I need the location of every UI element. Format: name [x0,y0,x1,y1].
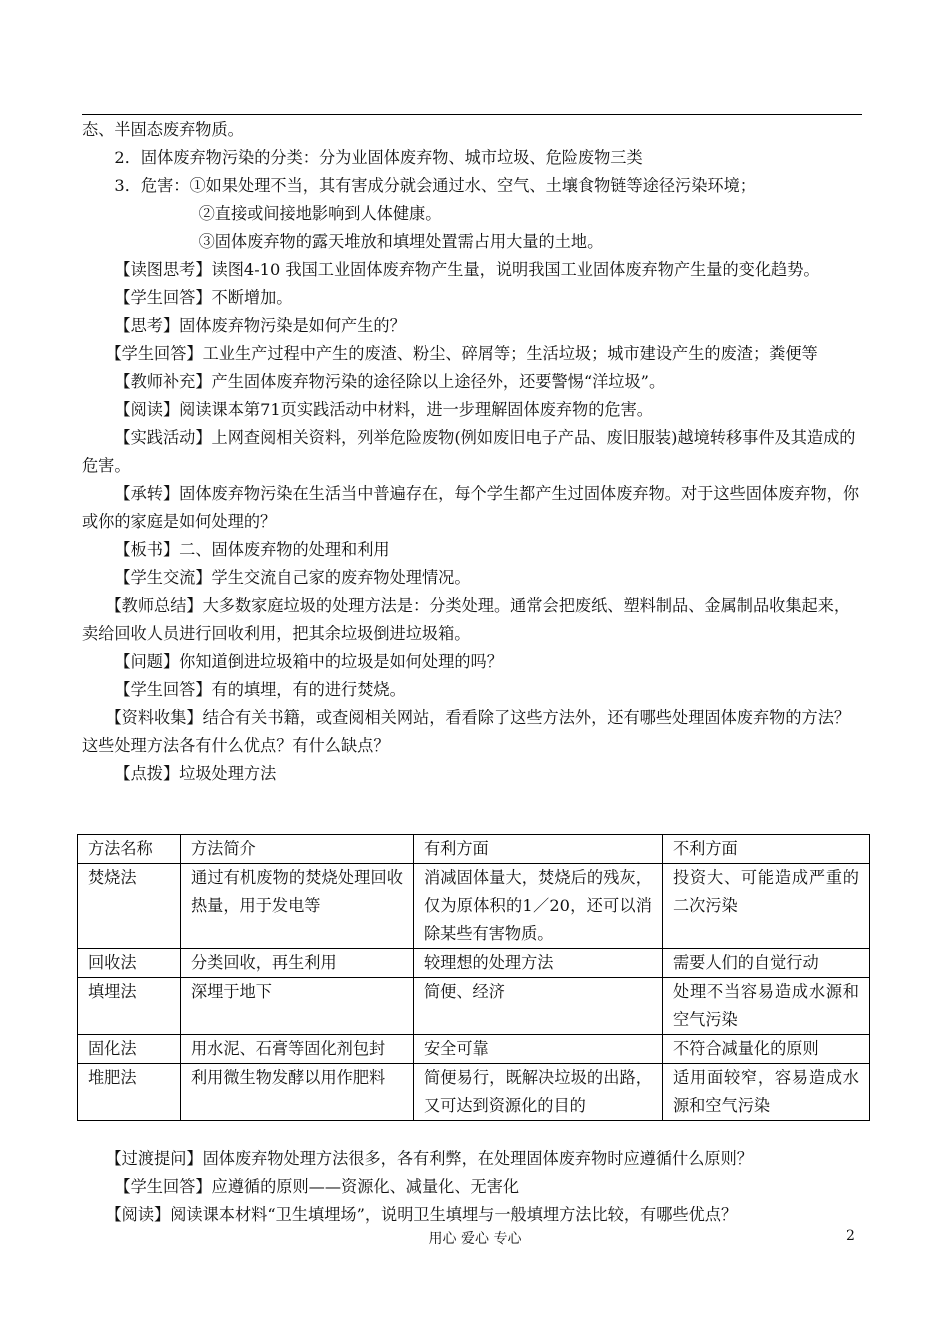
header-rule [82,114,862,115]
table-header-cell: 方法简介 [181,835,414,864]
paragraph: 【问题】你知道倒进垃圾箱中的垃圾是如何处理的吗？ [114,652,503,671]
table-cell: 适用面较窄，容易造成水源和空气污染 [663,1064,870,1121]
page-number: 2 [846,1228,855,1244]
table-cell: 投资大、可能造成严重的二次污染 [663,864,870,949]
paragraph: 【实践活动】上网查阅相关资料，列举危险废物(例如废旧电子产品、废旧服装)越境转移事件及其造成的危害。 [82,428,856,475]
footer-text: 用心 爱心 专心 [428,1231,522,1247]
table-row [78,1035,870,1064]
document-body [82,116,862,788]
paragraph: 【教师总结】大多数家庭垃圾的处理方法是：分类处理。通常会把废纸、塑料制品、金属制品收集起来，卖给回收人员进行回收利用，把其余垃圾倒进垃圾箱。 [82,596,851,643]
table-row [78,978,870,1035]
table-cell: 填埋法 [78,978,181,1035]
table-cell: 利用微生物发酵以用作肥料 [181,1064,414,1121]
table-cell: 回收法 [78,949,181,978]
paragraph: 【资料收集】结合有关书籍，或查阅相关网站，看看除了这些方法外，还有哪些处理固体废弃物的方法？这些处理方法各有什么优点？有什么缺点？ [82,708,851,755]
paragraph: 态、半固态废弃物质。 [82,120,244,139]
table-cell: 分类回收，再生利用 [181,949,414,978]
paragraph: 【学生回答】工业生产过程中产生的废渣、粉尘、碎屑等；生活垃圾；城市建设产生的废渣；粪便等 [105,344,818,363]
paragraph: 【学生回答】不断增加。 [114,288,293,307]
table-row [78,949,870,978]
paragraph: 【板书】二、固体废弃物的处理和利用 [114,540,390,559]
table-cell: 消减固体量大，焚烧后的残灰，仅为原体积的1／20，还可以消除某些有害物质。 [414,864,663,949]
paragraph: 【阅读】阅读课本材料“卫生填埋场”，说明卫生填埋与一般填埋方法比较，有哪些优点？ [105,1205,738,1224]
table-cell: 深埋于地下 [181,978,414,1035]
table-cell: 较理想的处理方法 [414,949,663,978]
paragraph: 【学生回答】有的填埋，有的进行焚烧。 [114,680,406,699]
table-cell: 处理不当容易造成水源和空气污染 [663,978,870,1035]
table-cell: 通过有机废物的焚烧处理回收热量，用于发电等 [181,864,414,949]
paragraph: ②直接或间接地影响到人体健康。 [198,204,442,223]
table-cell: 用水泥、石膏等固化剂包封 [181,1035,414,1064]
table-cell: 需要人们的自觉行动 [663,949,870,978]
table-cell: 堆肥法 [78,1064,181,1121]
paragraph: 【学生回答】应遵循的原则——资源化、减量化、无害化 [114,1177,520,1196]
waste-methods-table [77,834,870,1121]
paragraph: 【点拨】垃圾处理方法 [114,764,277,783]
table-row [78,864,870,949]
table-cell: 简便、经济 [414,978,663,1035]
paragraph: 【读图思考】读图4-10 我国工业固体废弃物产生量，说明我国工业固体废弃物产生量的变化趋势。 [114,260,820,279]
table-header-cell: 方法名称 [78,835,181,864]
table-cell: 简便易行，既解决垃圾的出路，又可达到资源化的目的 [414,1064,663,1121]
paragraph: 【教师补充】产生固体废弃物污染的途径除以上途径外，还要警惕“洋垃圾”。 [114,372,666,391]
table-cell: 固化法 [78,1035,181,1064]
paragraph: 【承转】固体废弃物污染在生活当中普遍存在，每个学生都产生过固体废弃物。对于这些固体废弃物，你或你的家庭是如何处理的？ [82,484,860,531]
table-cell: 不符合减量化的原则 [663,1035,870,1064]
paragraph: 【过渡提问】固体废弃物处理方法很多，各有利弊，在处理固体废弃物时应遵循什么原则？ [105,1149,753,1168]
document-body-continued [82,1145,872,1229]
table-row [78,1064,870,1121]
paragraph: 2．固体废弃物污染的分类：分为业固体废弃物、城市垃圾、危险废物三类 [114,148,643,167]
paragraph: 【阅读】阅读课本第71页实践活动中材料，进一步理解固体废弃物的危害。 [114,400,653,419]
table-header-cell: 有利方面 [414,835,663,864]
table-cell: 安全可靠 [414,1035,663,1064]
table-header-row [78,835,870,864]
paragraph: 3．危害：①如果处理不当，其有害成分就会通过水、空气、土壤食物链等途径污染环境； [114,176,756,195]
paragraph: 【思考】固体废弃物污染是如何产生的？ [114,316,406,335]
paragraph: ③固体废弃物的露天堆放和填埋处置需占用大量的土地。 [198,232,604,251]
table-cell: 焚烧法 [78,864,181,949]
table-header-cell: 不利方面 [663,835,870,864]
paragraph: 【学生交流】学生交流自己家的废弃物处理情况。 [114,568,471,587]
